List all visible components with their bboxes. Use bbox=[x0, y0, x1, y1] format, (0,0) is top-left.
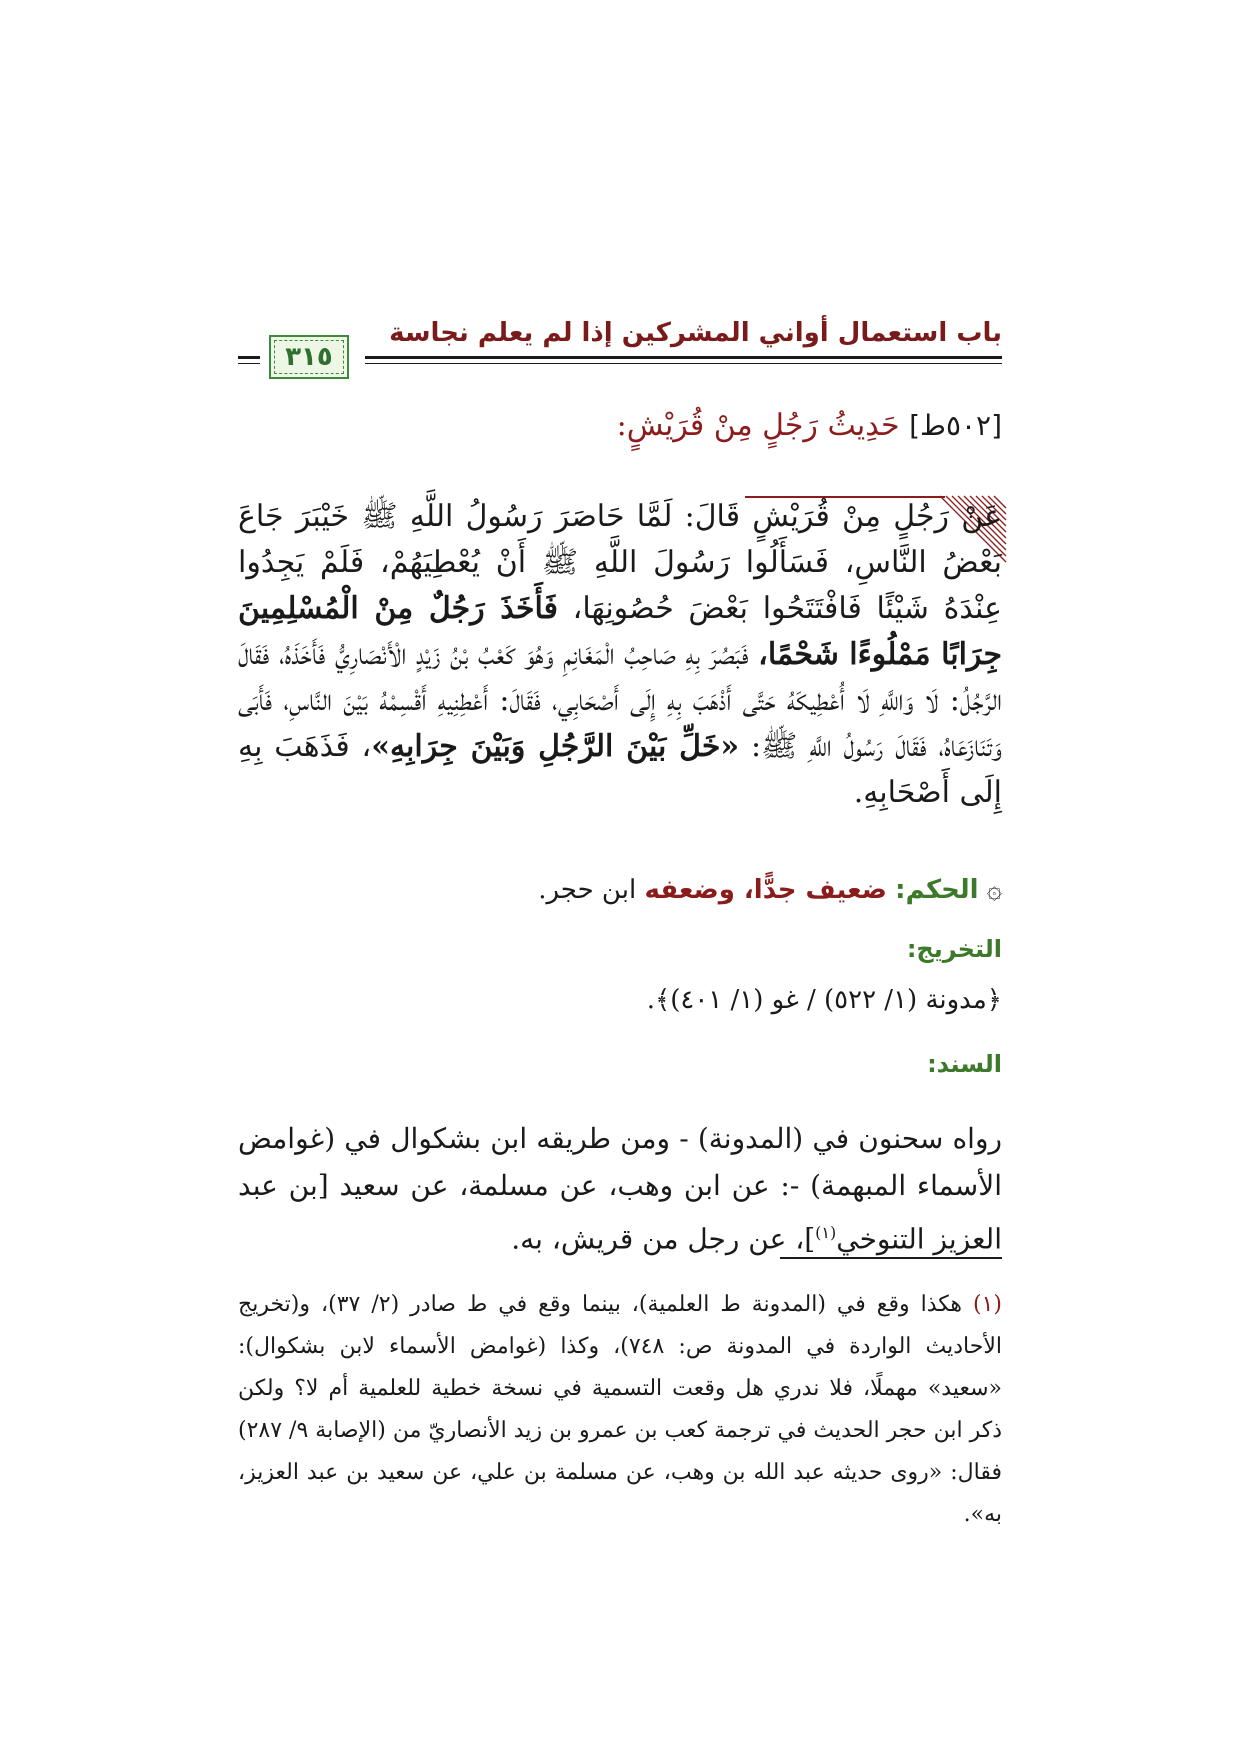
hadith-title: حَدِيثُ رَجُلٍ مِنْ قُرَيْشٍ: bbox=[616, 408, 900, 443]
hadith-text-bold-2: «خَلِّ بَيْنَ الرَّجُلِ وَبَيْنَ جِرَابِهِ» bbox=[371, 729, 740, 764]
ornament-star-icon: ۞ bbox=[986, 875, 1002, 905]
sanad-text-before: رواه سحنون في (المدونة) - ومن طريقه ابن بشكوال في (غوامض الأسماء المبهمة) -: عن ابن وهب، عن مسلمة، عن سعيد [بن عبد العزيز التنوخي bbox=[238, 1122, 1003, 1256]
hadith-text-part-1: عَنْ رَجُلٍ مِنْ قُرَيْشٍ قَالَ: لَمَّا حَاصَرَ رَسُولُ اللَّهِ ﷺ خَيْبَرَ جَاعَ بَعْضُ النَّاسِ، فَسَأَلُوا رَسُولَ اللَّهِ ﷺ أَنْ يُعْطِيَهُمْ، فَلَمْ يَجِدُوا عِنْدَهُ شَيْئًا فَافْتَتَحُوا بَعْضَ حُصُونِهَا، bbox=[238, 499, 1002, 626]
page-header bbox=[238, 318, 1002, 392]
ruling-label: الحكم: bbox=[895, 875, 979, 905]
footnote-number: (١) bbox=[973, 1292, 1003, 1317]
takhrij-text: ﴿مدونة (١/ ٥٢٢) / غو (١/ ٤٠١)﴾. bbox=[646, 985, 1002, 1015]
page-number-badge bbox=[269, 335, 349, 379]
ruling-verdict: ضعيف جدًّا، وضعفه bbox=[644, 875, 887, 905]
hadith-text-part-2: فَبَصُرَ بِهِ صَاحِبُ الْمَغَانِمِ وَهُوَ كَعْبُ بْنُ زَيْدٍ الْأَنْصَارِيُّ فَأَخَذَهُ، فَقَالَ الرَّجُلُ: لَا وَاللَّهِ لَا أُعْطِيكَهُ حَتَّى أَذْهَبَ بِهِ إِلَى أَصْحَابِي، فَقَالَ: أَعْطِنِيهِ أَقْسِمْهُ بَيْنَ النَّاسِ، فَأَبَى وَتَنَازَعَاهُ، فَقَالَ رَسُولُ اللَّهِ ﷺ: bbox=[238, 637, 1002, 764]
page-number: ٣١٥ bbox=[285, 342, 333, 372]
takhrij-label: التخريج: bbox=[906, 935, 1002, 963]
header-rule-thin bbox=[365, 363, 1002, 364]
footnote-ref[interactable]: (١) bbox=[815, 1223, 837, 1242]
header-rule-left-thin bbox=[238, 363, 260, 364]
footnote bbox=[238, 1284, 1002, 1536]
chapter-title: باب استعمال أواني المشركين إذا لم يعلم نجاسة bbox=[389, 318, 1002, 348]
hadith-text-part-3: ، فَذَهَبَ بِهِ إِلَى أَصْحَابِهِ. bbox=[238, 729, 1002, 810]
header-rule-left-thick bbox=[238, 356, 260, 359]
hadith-number: [٥٠٢ط] bbox=[909, 409, 1002, 442]
hadith-text bbox=[238, 494, 1002, 816]
sanad-text-after: ]، عن رجل من قريش، به. bbox=[511, 1222, 816, 1256]
ruling-line bbox=[538, 875, 1002, 905]
footnote-divider bbox=[780, 1257, 1002, 1259]
sanad-text bbox=[238, 1115, 1002, 1262]
hadith-heading bbox=[617, 408, 1002, 443]
ruling-rest: ابن حجر. bbox=[538, 875, 637, 905]
footnote-text: هكذا وقع في (المدونة ط العلمية)، بينما وقع في ط صادر (٢/ ٣٧)، و(تخريج الأحاديث الواردة في المدونة ص: ٧٤٨)، وكذا (غوامض الأسماء لابن بشكوال): «سعيد» مهملًا، فلا ندري هل وقعت التسمية في نسخة خطية للعلمية أم لا؟ ولكن ذكر ابن حجر الحديث في ترجمة كعب بن عمرو بن زيد الأنصاريّ من (الإصابة ٩/ ٢٨٧) فقال: «روى حديثه عبد الله بن وهب، عن مسلمة بن علي، عن سعيد بن عبد العزيز، به». bbox=[238, 1292, 1002, 1527]
sanad-label: السند: bbox=[927, 1050, 1002, 1078]
hadith-text-bold-1: فَأَخَذَ رَجُلٌ مِنْ الْمُسْلِمِينَ جِرَابًا مَمْلُوءًا شَحْمًا، bbox=[238, 591, 1002, 672]
header-rule-thick bbox=[365, 356, 1002, 359]
